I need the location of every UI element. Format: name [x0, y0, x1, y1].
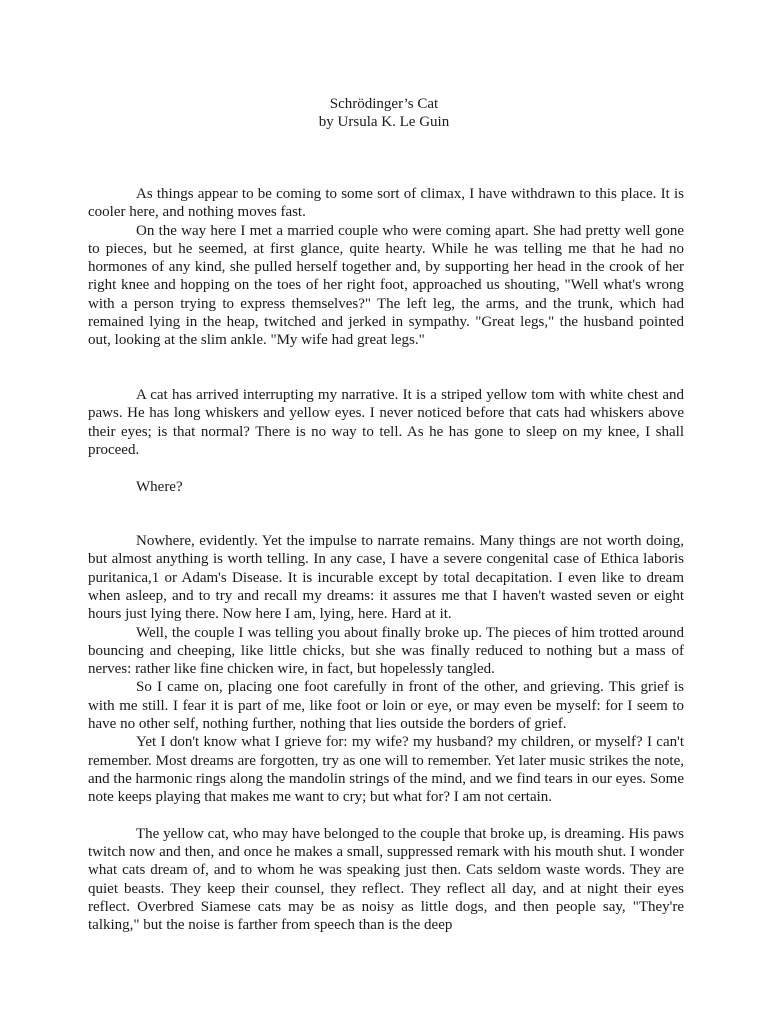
paragraph-1	[88, 185, 684, 222]
paragraph-6	[88, 624, 684, 679]
paragraph-7	[88, 678, 684, 733]
paragraph-text: So I came on, placing one foot carefully in front of the other, and grieving. This grief is with me still. I fear it is part of me, like foot or loin or eye, or may even be myself: for I seem to have no other self, nothing further, nothing that lies outside the borders of grief.	[88, 679, 684, 732]
paragraph-text: Well, the couple I was telling you about finally broke up. The pieces of him trotted around bouncing and cheeping, like little chicks, but she was finally reduced to nothing but a mass of nerves: rather like fine chicken wire, in fact, but hopelessly tangled.	[88, 624, 684, 678]
paragraph-text: A cat has arrived interrupting my narrative. It is a striped yellow tom with white chest and paws. He has long whiskers and yellow eyes. I never noticed before that cats had whiskers above their eyes; is that normal? There is no way to tell. As he has gone to sleep on my knee, I shall proceed.	[88, 387, 684, 458]
paragraph-9	[88, 825, 684, 935]
paragraph-3	[88, 386, 684, 459]
document-byline: by Ursula K. Le Guin	[318, 114, 450, 131]
paragraph-text: Nowhere, evidently. Yet the impulse to narrate remains. Many things are not worth doing, but almost anything is worth telling. In any case, I have a severe congenital case of Ethica laboris puritanica,1 or Adam's Disease. It is incurable except by total decapitation. I even like to dream when asleep, and to try and recall my dreams: it assures me that I haven't wasted seven or eight hours just lying there. Now here I am, lying, here. Hard at it.	[88, 533, 684, 623]
paragraph-4	[88, 478, 684, 496]
document-header	[0, 95, 768, 132]
paragraph-text: The yellow cat, who may have belonged to the couple that broke up, is dreaming. His paws twitch now and then, and once he makes a small, suppressed remark with his mouth shut. I wonder what cats dream of, and to whom he was speaking just then. Cats seldom waste words. They are quiet beasts. They keep their counsel, they reflect. They reflect all day, and at night their eyes reflect. Overbred Siamese cats may be as noisy as little dogs, and then people say, "They're talking," but the noise is farther from speech than is the deep	[88, 825, 684, 934]
paragraph-text: Where?	[136, 478, 183, 495]
paragraph-text: On the way here I met a married couple who were coming apart. She had pretty well gone to pieces, but he seemed, at first glance, quite hearty. While he was telling me that he had no hormones of any kind, she pulled herself together and, by supporting her head in the crook of her right knee and hopping on the toes of her right foot, approached us shouting, "Well what's wrong with a person trying to express themselves?" The left leg, the arms, and the trunk, which had remained lying in the heap, twitched and jerked in sympathy. "Great legs," the husband pointed out, looking at the slim ankle. "My wife had great legs."	[88, 222, 684, 349]
paragraph-5	[88, 532, 684, 623]
document-title: Schrödinger’s Cat	[329, 96, 439, 112]
paragraph-2	[88, 222, 684, 350]
paragraph-text: As things appear to be coming to some sort of climax, I have withdrawn to this place. It is cooler here, and nothing moves fast.	[88, 186, 684, 221]
paragraph-text: Yet I don't know what I grieve for: my wife? my husband? my children, or myself? I can't remember. Most dreams are forgotten, try as one will to remember. Yet later music strikes the note, and the harmonic rings along the mandolin strings of the mind, and we find tears in our eyes. Some note keeps playing that makes me want to cry; but what for? I am not certain.	[88, 734, 684, 806]
paragraph-8	[88, 733, 684, 806]
